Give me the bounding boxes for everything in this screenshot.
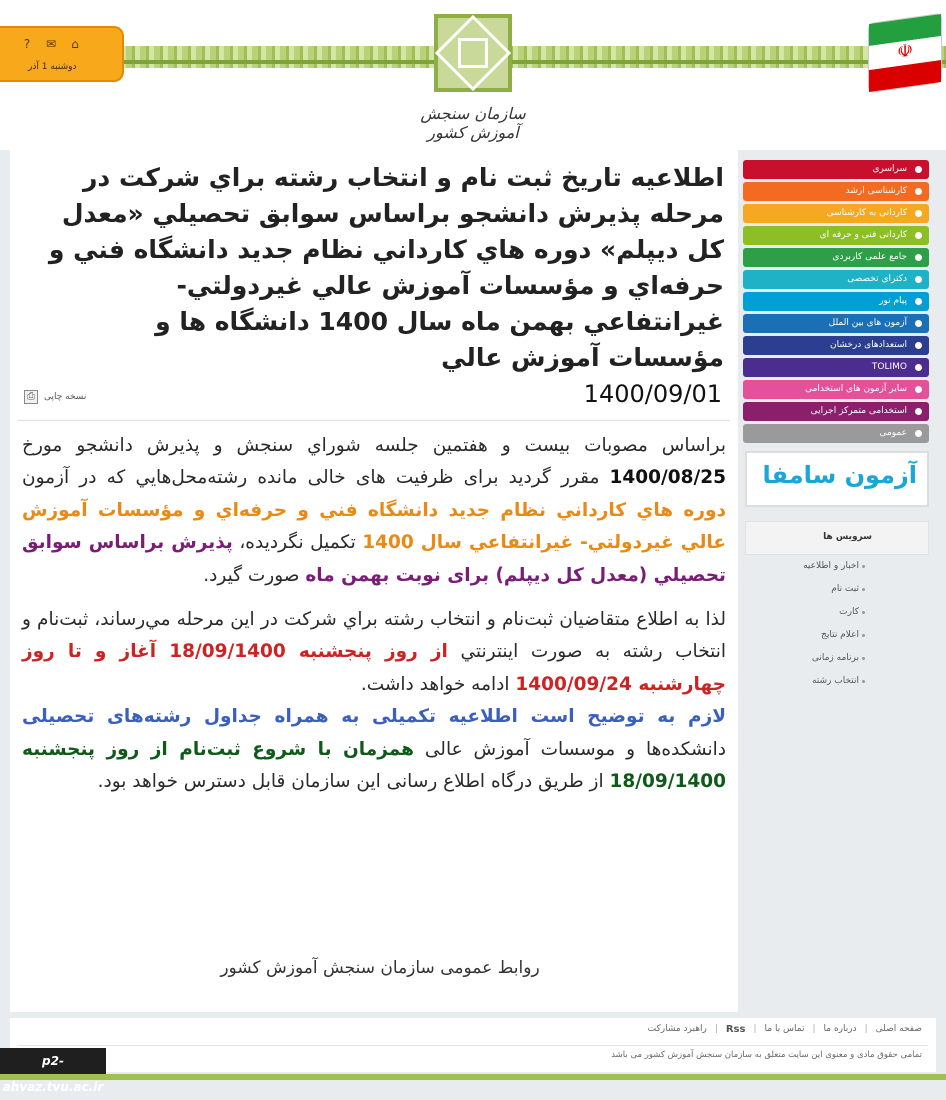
article-date: 1400/09/01 (583, 380, 722, 408)
menu-item[interactable] (743, 424, 929, 443)
article-title: اطلاعيه تاريخ ثبت نام و انتخاب رشته براي شركت در مرحله پذيرش دانشجو براساس سوابق تحصيلي «معدل كل ديپلم» دوره هاي كارداني نظام جديد دانشگاه فني و حرفه‌اي و مؤسسات آموزش عالي غيردولتي- غيرانتفاعي بهمن ماه سال 1400 دانشگاه ها و مؤسسات آموزش عالي (48, 163, 724, 372)
menu-item-label: استخدامی متمرکز اجرایی (810, 406, 907, 416)
service-link[interactable]: اخبار و اطلاعیه (743, 555, 929, 578)
footer-links (648, 1024, 922, 1035)
bullet-icon (915, 166, 922, 173)
link-separator: | (753, 1024, 757, 1034)
menu-item[interactable] (743, 226, 929, 245)
menu-item-label: عمومی (879, 428, 907, 438)
footer-link[interactable]: صفحه اصلی (875, 1024, 922, 1034)
bullet-icon (915, 276, 922, 283)
print-label: نسخه چاپی (44, 392, 87, 402)
bullet-icon (915, 408, 922, 415)
bullet-icon (915, 188, 922, 195)
sidebar (743, 160, 929, 693)
site-header (0, 0, 946, 150)
bullet-icon (915, 254, 922, 261)
bullet-icon (915, 232, 922, 239)
service-link[interactable]: کارت (743, 601, 929, 624)
bottom-decoration (0, 1074, 946, 1080)
sanjesh-logo[interactable] (434, 14, 512, 92)
iran-flag-icon: ☫ (868, 13, 942, 93)
menu-item[interactable] (743, 248, 929, 267)
copyright: تمامی حقوق مادی و معنوی این سایت متعلق به سازمان سنجش آموزش کشور می باشد (611, 1050, 922, 1060)
logo-shape-inner (458, 38, 488, 68)
link-separator: | (812, 1024, 816, 1034)
menu-item[interactable] (743, 380, 929, 399)
signature: روابط عمومی سازمان سنجش آموزش كشور (220, 958, 540, 978)
service-link[interactable]: انتخاب رشته (743, 670, 929, 693)
mail-icon[interactable]: ✉ (45, 37, 57, 51)
services-list (743, 555, 929, 693)
bullet-icon (915, 298, 922, 305)
bullet-icon (915, 364, 922, 371)
watermark: p2-ahvaz.tvu.ac.ir (0, 1048, 106, 1074)
menu-item[interactable] (743, 204, 929, 223)
menu-item-label: پیام نور (879, 296, 907, 306)
footer (10, 1018, 936, 1072)
paragraph-2: لذا به اطلاع متقاضيان ثبت‌نام و انتخاب رشته براي شركت در اين مرحله مي‌رساند، ثبت‌نام و انتخاب رشته به صورت اينترنتي از روز پنجشنبه 18/09/1400 آغاز و تا روز چهارشنبه 1400/09/24 ادامه خواهد داشت. لازم به توضيح است اطلاعيه تكميلی به همراه جداول رشته‌های تحصيلی دانشکده‌ها و موسسات آموزش عالی همزمان با شروع ثبت‌نام از روز پنجشنبه 18/09/1400 از طريق درگاه اطلاع رسانی اين سازمان قابل دسترس خواهد بود. (22, 609, 727, 793)
service-link[interactable]: برنامه زمانی (743, 647, 929, 670)
home-icon[interactable]: ⌂ (71, 37, 79, 51)
menu-item-label: سراسری (872, 164, 907, 174)
link-separator: | (864, 1024, 868, 1034)
menu-item[interactable] (743, 292, 929, 311)
paragraph-1: براساس مصوبات بيست و هفتمين جلسه شوراي سنجش و پذيرش دانشجو مورخ 1400/08/25 مقرر گرديد براى ظرفيت هاى خالى مانده رشته‌محل‌هايي كه در آزمون دوره هاي كارداني نظام جديد دانشگاه فني و حرفه‌اي و مؤسسات آموزش عالي غيردولتي- غيرانتفاعي سال 1400 تكميل نگرديده، پذيرش براساس سوابق تحصيلي (معدل كل ديپلم) براى نوبت بهمن ماه صورت گيرد. (22, 435, 726, 586)
print-version-link[interactable] (24, 390, 86, 404)
menu-item-label: کارشناسی ارشد (845, 186, 907, 196)
menu-item[interactable] (743, 402, 929, 421)
menu-item[interactable] (743, 336, 929, 355)
banner-text-a: آزمون (844, 461, 917, 489)
top-toolbox (0, 26, 124, 82)
title-divider (18, 420, 730, 421)
service-link[interactable]: ثبت نام (743, 578, 929, 601)
menu-item-label: TOLIMO (871, 362, 907, 372)
help-icon[interactable]: ? (23, 37, 31, 51)
menu-item[interactable] (743, 182, 929, 201)
menu-item-label: دکترای تخصصی (847, 274, 907, 284)
menu-item[interactable] (743, 270, 929, 289)
printer-icon: ⎙ (24, 390, 38, 404)
bullet-icon (915, 430, 922, 437)
footer-link[interactable]: Rss (725, 1024, 746, 1035)
bullet-icon (915, 210, 922, 217)
menu-item-label: کاردانی فنی و حرفه ای (819, 230, 907, 240)
menu-item-label: استعدادهای درخشان (829, 340, 907, 350)
menu-item-label: کاردانی به کارشناسی (826, 208, 907, 218)
exam-menu (743, 160, 929, 443)
link-separator: | (714, 1024, 718, 1034)
banner-text-b: سامفا (762, 461, 837, 489)
footer-link[interactable]: تماس با ما (764, 1024, 805, 1034)
current-date: دوشنبه 1 آذر (28, 62, 77, 72)
services-title: سرویس ها (823, 532, 872, 542)
bullet-icon (915, 342, 922, 349)
bullet-icon (915, 320, 922, 327)
menu-item[interactable] (743, 160, 929, 179)
footer-link[interactable]: درباره ما (823, 1024, 857, 1034)
menu-item-label: آزمون های بین الملل (828, 318, 907, 328)
article-panel (10, 150, 738, 1012)
services-header (745, 521, 929, 555)
menu-item[interactable] (743, 314, 929, 333)
menu-item-label: جامع علمی کاربردی (832, 252, 907, 262)
org-name: سازمان سنجش آموزش کشور (420, 104, 526, 142)
menu-item-label: سایر آزمون های استخدامی (805, 384, 907, 394)
menu-item[interactable] (743, 358, 929, 377)
bullet-icon (915, 386, 922, 393)
sanjesh-banner[interactable] (745, 451, 929, 507)
footer-link[interactable]: راهبرد مشارکت (647, 1024, 707, 1034)
article-body (22, 430, 726, 810)
service-link[interactable]: اعلام نتایج (743, 624, 929, 647)
